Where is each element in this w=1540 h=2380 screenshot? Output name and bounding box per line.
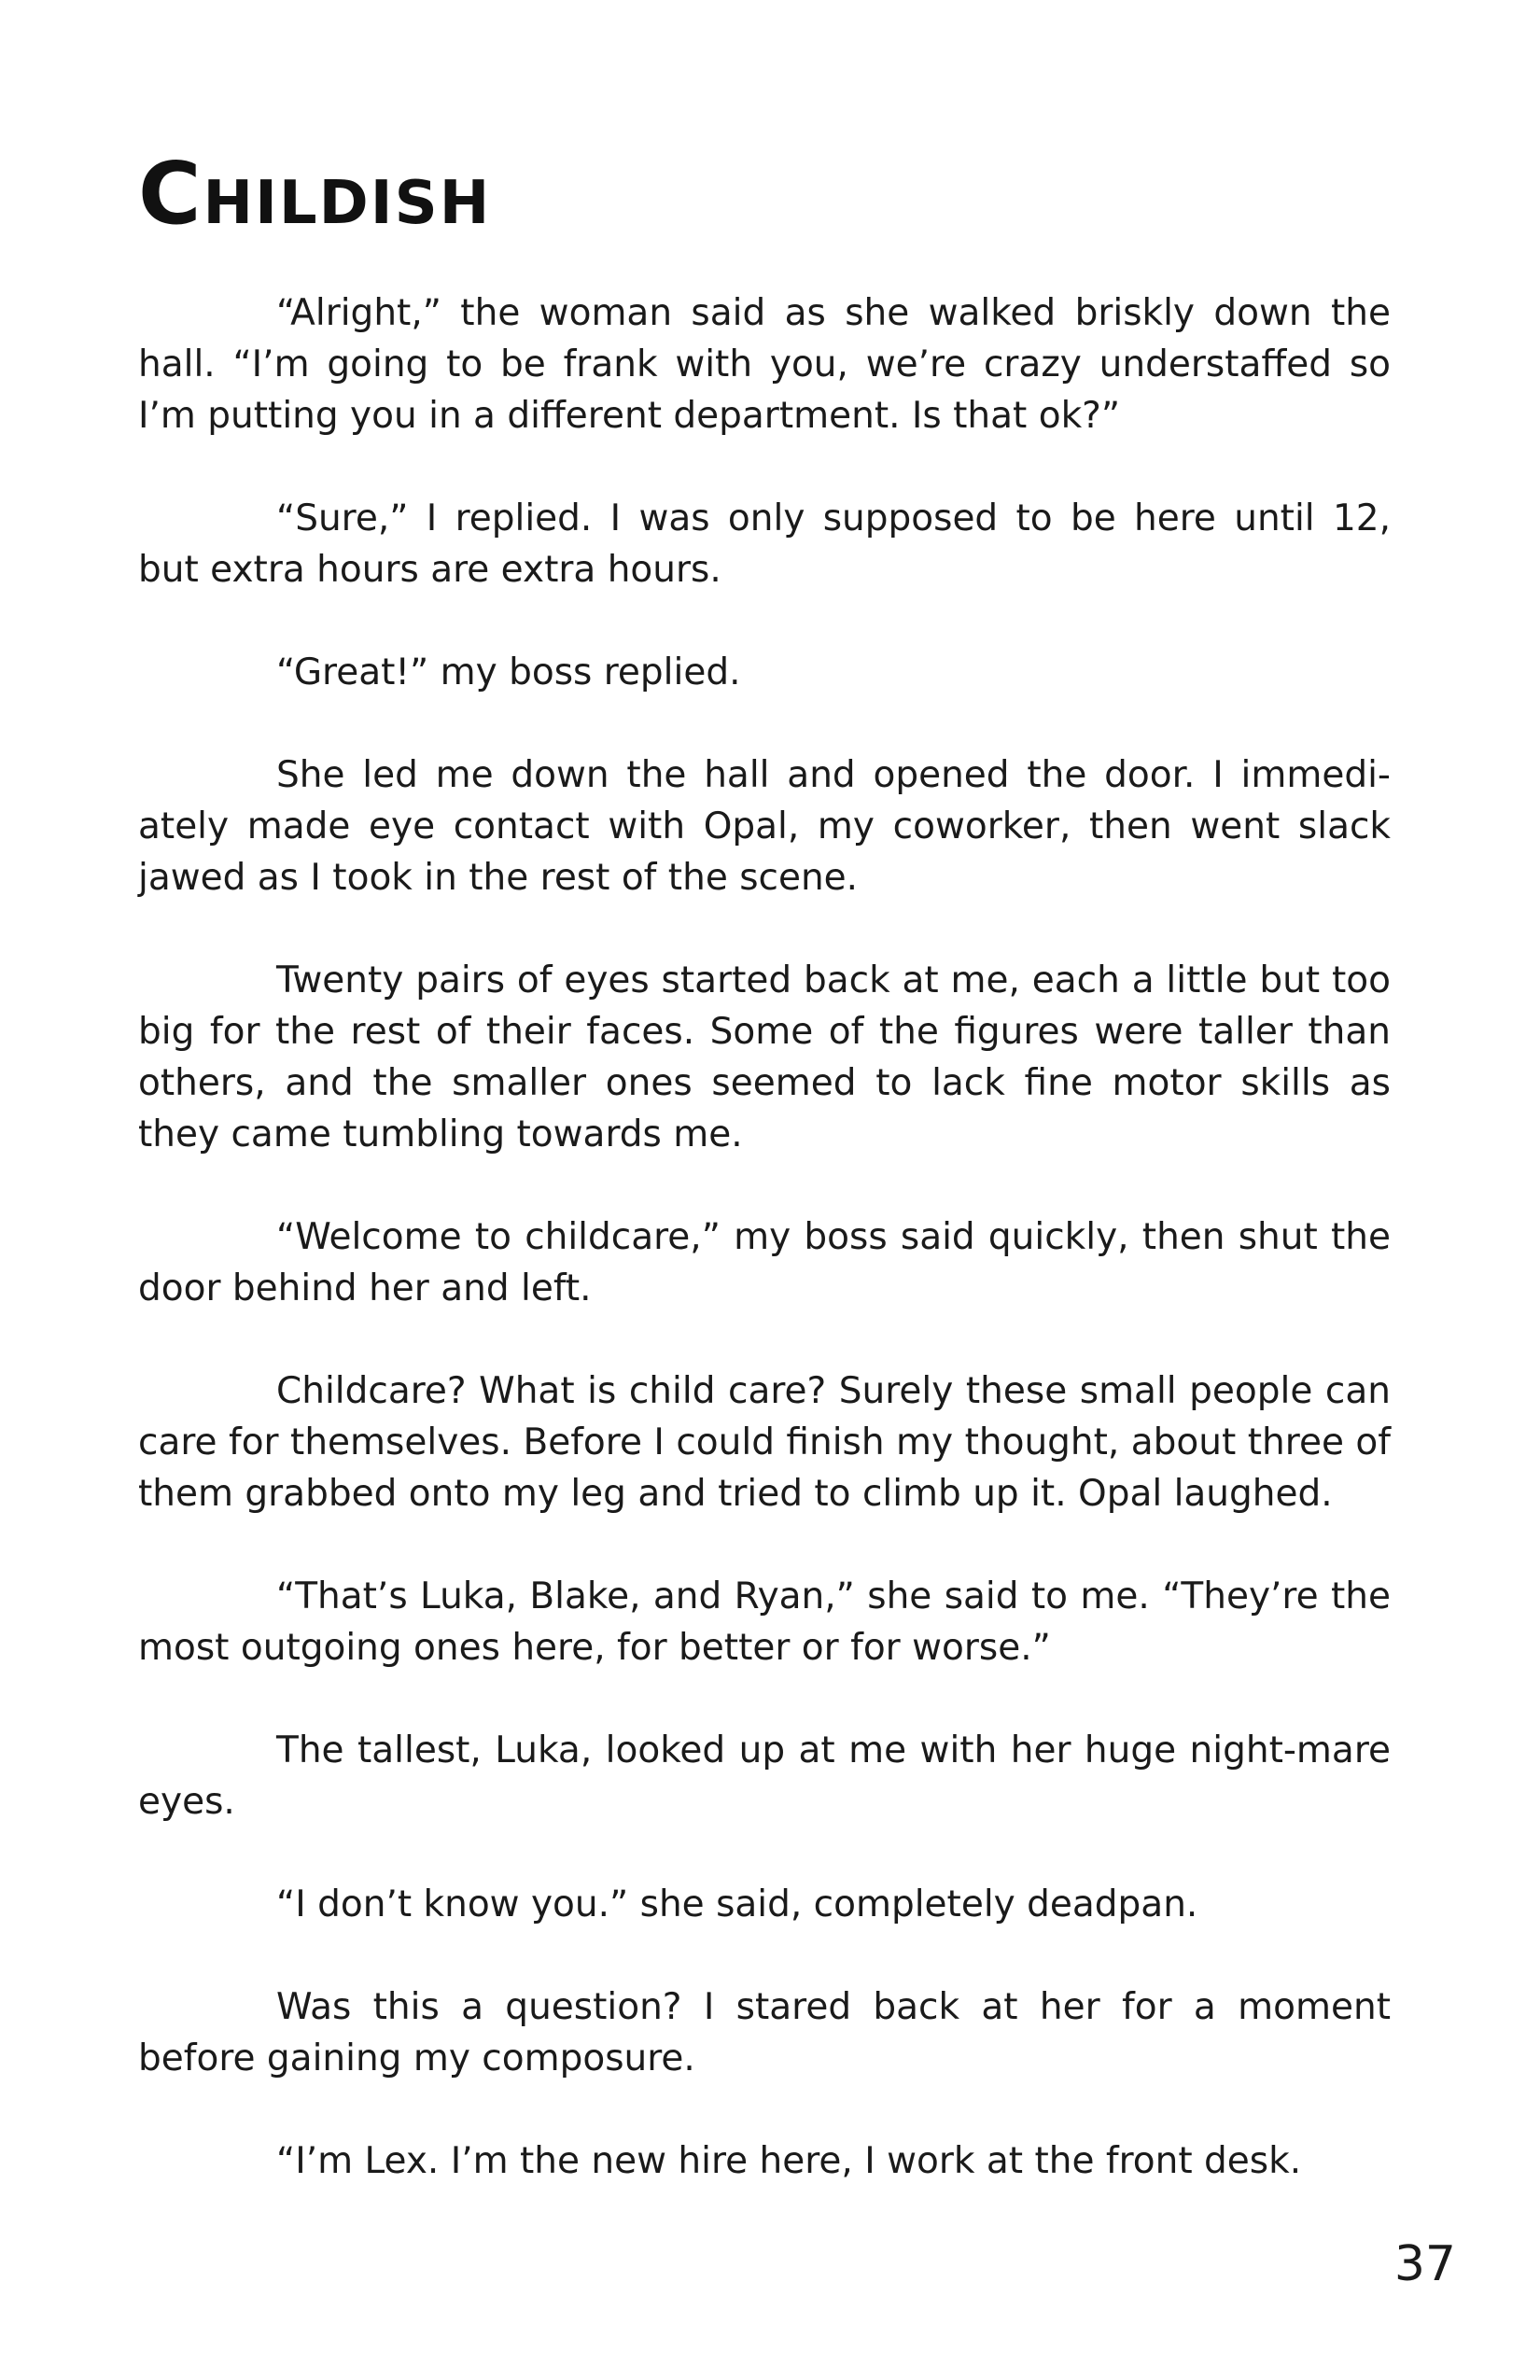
paragraph: “Welcome to childcare,” my boss said quickly, then shut the door behind her and left. [138, 1216, 1391, 1309]
paragraph: “That’s Luka, Blake, and Ryan,” she said to me. “They’re the most outgoing ones here, for better or for worse.” [138, 1575, 1391, 1669]
paragraph: Twenty pairs of eyes started back at me, each a little but too big for the rest of their faces. Some of the figures were taller than others, and the smaller ones seemed to lack fine motor skills as they came tumbling towards me. [138, 959, 1391, 1155]
paragraph: “Sure,” I replied. I was only supposed to be here until 12, but extra hours are extra hours. [138, 497, 1391, 591]
paragraph: “Alright,” the woman said as she walked briskly down the hall. “I’m going to be frank with you, we’re crazy understaffed so I’m putting you in a different department. Is that ok?” [138, 292, 1391, 437]
paragraph: She led me down the hall and opened the door. I immedi-ately made eye contact with Opal, my coworker, then went slack jawed as I took in the rest of the scene. [138, 754, 1391, 899]
paragraph: Childcare? What is child care? Surely these small people can care for themselves. Before I could finish my thought, about three of them grabbed onto my leg and tried to climb up it. Opal laughed. [138, 1370, 1391, 1515]
chapter-title: Childish [138, 144, 492, 244]
page-number: 37 [1393, 2236, 1456, 2292]
body-text [138, 287, 1391, 2238]
paragraph: “Great!” my boss replied. [276, 651, 741, 693]
paragraph: “I don’t know you.” she said, completely deadpan. [276, 1883, 1198, 1925]
paragraph: Was this a question? I stared back at her for a moment before gaining my composure. [138, 1986, 1391, 2079]
paragraph: The tallest, Luka, looked up at me with her huge night-mare eyes. [138, 1729, 1391, 1823]
paragraph: “I’m Lex. I’m the new hire here, I work at the front desk. [276, 2140, 1302, 2182]
